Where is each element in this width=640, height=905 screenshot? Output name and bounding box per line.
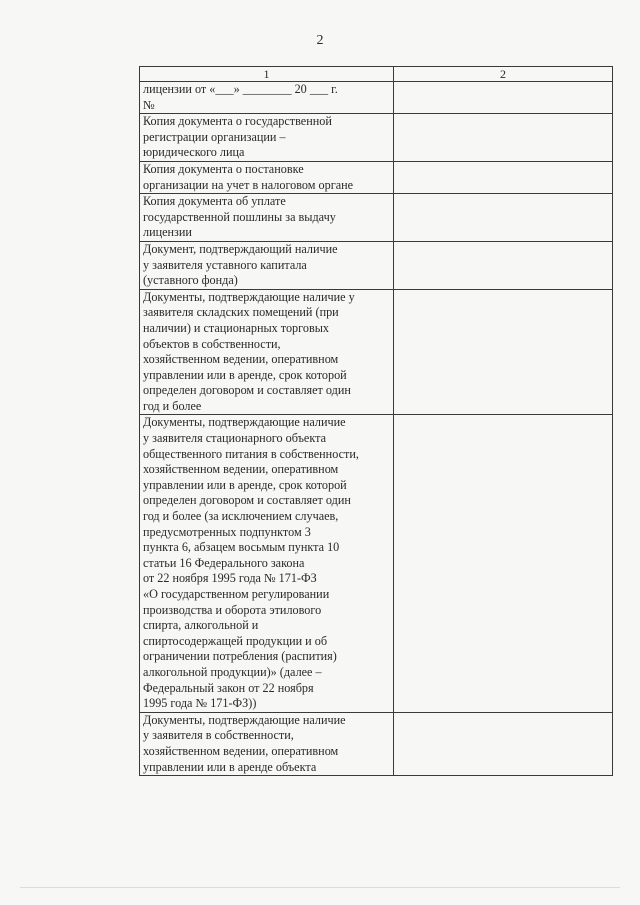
document-table	[139, 66, 613, 776]
row-value-cell	[394, 241, 613, 289]
table-row	[140, 161, 613, 193]
row-value-cell	[394, 712, 613, 775]
row-value-cell	[394, 161, 613, 193]
table-row	[140, 114, 613, 162]
row-item-warehouse-documents: Документы, подтверждающие наличие у заявителя складских помещений (при наличии) и стационарных торговых объектов в собственности, хозяйственном ведении, оперативном управлении или в аренде, срок которой определен договором и составляет один год и более	[140, 289, 394, 415]
row-item-license-date: лицензии от «___» ________ 20 ___ г. №	[140, 82, 394, 114]
table-row	[140, 289, 613, 415]
row-item-registration-copy: Копия документа о государственной регистрации организации – юридического лица	[140, 114, 394, 162]
table-row	[140, 415, 613, 712]
row-value-cell	[394, 289, 613, 415]
row-item-fee-payment-copy: Копия документа об уплате государственной пошлины за выдачу лицензии	[140, 194, 394, 242]
row-item-object-documents: Документы, подтверждающие наличие у заявителя в собственности, хозяйственном ведении, оперативном управлении или в аренде объекта	[140, 712, 394, 775]
table-row	[140, 241, 613, 289]
table-row	[140, 712, 613, 775]
row-value-cell	[394, 114, 613, 162]
row-item-authorized-capital: Документ, подтверждающий наличие у заявителя уставного капитала (уставного фонда)	[140, 241, 394, 289]
table-header-row	[140, 67, 613, 82]
column-header-2: 2	[394, 67, 613, 82]
page-number: 2	[316, 33, 324, 48]
row-value-cell	[394, 194, 613, 242]
table-row	[140, 194, 613, 242]
page-bottom-divider	[20, 887, 620, 888]
table-row	[140, 82, 613, 114]
row-value-cell	[394, 82, 613, 114]
row-item-catering-documents: Документы, подтверждающие наличие у заявителя стационарного объекта общественного питания в собственности, хозяйственном ведении, оперативном управлении или в аренде, срок которой определен договором и составляет один год и более (за исключением случаев, предусмотренных подпунктом 3 пункта 6, абзацем восьмым пункта 10 статьи 16 Федерального закона от 22 ноября 1995 года № 171-ФЗ «О государственном регулировании производства и оборота этилового спирта, алкогольной и спиртосодержащей продукции и об ограничении потребления (распития) алкогольной продукции)» (далее – Федеральный закон от 22 ноября 1995 года № 171-ФЗ))	[140, 415, 394, 712]
row-value-cell	[394, 415, 613, 712]
row-item-tax-registration-copy: Копия документа о постановке организации на учет в налоговом органе	[140, 161, 394, 193]
column-header-1: 1	[140, 67, 394, 82]
